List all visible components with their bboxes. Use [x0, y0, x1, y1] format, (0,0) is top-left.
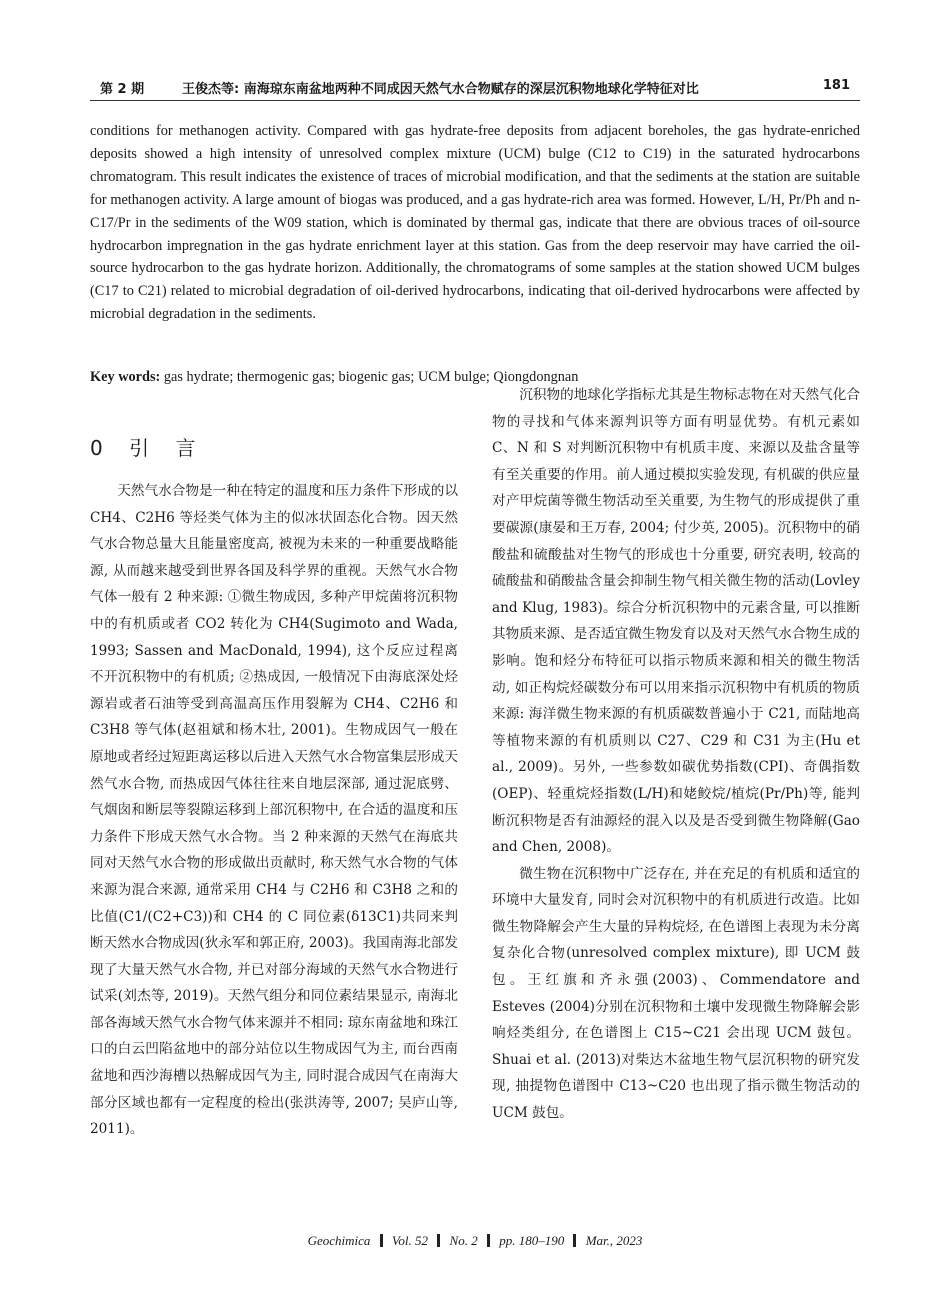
abstract-text: conditions for methanogen activity. Compared with gas hydrate-free deposits from adjacent boreholes, the gas hydrate-enriched deposits showed a high intensity of unresolved complex mixture (UCM) bulge (C12 to C19) in the saturated hydrocarbons chromatogram. This result indicates the existence of traces of microbial modification, and that the sediments at the station are suitable for methanogen activity. A large amount of biogas was produced, and a gas hydrate-rich area was formed. However, L/H, Pr/Ph and n-C17/Pr in the sediments of the W09 station, which is dominated by thermal gas, indicate that there are obvious traces of oil-source hydrocarbon impregnation in the gas hydrate enrichment layer at this station. Gas from the deep reservoir may have carried the oil-source hydrocarbon to the gas hydrate horizon. Additionally, the chromatograms of some samples at the station showed UCM bulges (C17 to C21) related to microbial degradation of oil-derived hydrocarbons, indicating that oil-derived hydrocarbons were affected by microbial degradation in the sediments. [90, 123, 860, 323]
running-header [90, 78, 860, 100]
separator-bar [437, 1234, 440, 1247]
header-rule [90, 100, 860, 101]
separator-bar [573, 1234, 576, 1247]
issue-number: 第 2 期 [100, 82, 145, 97]
journal-volume: Vol. 52 [391, 1233, 429, 1248]
journal-date: Mar., 2023 [585, 1233, 643, 1248]
separator-bar [487, 1234, 490, 1247]
journal-footer [0, 1233, 950, 1249]
paragraph: 天然气水合物是一种在特定的温度和压力条件下形成的以 CH4、C2H6 等烃类气体为主的似冰状固态化合物。因天然气水合物总量大且能量密度高, 被视为未来的一种重要战略能源, 从而越来越受到世界各国及科学界的重视。天然气水合物气体一般有 2 种来源: ①微生物成因, 多种产甲烷菌将沉积物中的有机质或者 CO2 转化为 CH4(Sugimoto and Wada, 1993; Sassen and MacDonald, 1994), 这个反应过程离不开沉积物中的有机质; ②热成因, 一般情况下由海底深处烃源岩或者石油等受到高温高压作用裂解为 CH4、C2H6 和 C3H8 等气体(赵祖斌和杨木壮, 2001)。生物成因气一般在原地或者经过短距离运移以后进入天然气水合物富集层形成天然气水合物, 而热成因气体往往来自地层深部, 通过泥底劈、气烟囱和断层等裂隙运移到上部沉积物中, 在合适的温度和压力条件下形成天然气水合物。当 2 种来源的天然气在海底共同对天然气水合物的形成做出贡献时, 称天然气水合物的气体来源为混合来源, 通常采用 CH4 与 C2H6 和 C3H8 之和的比值(C1/(C2+C3))和 CH4 的 C 同位素(δ13C1)共同来判断天然水合物成因(狄永军和郭正府, 2003)。我国南海北部发现了大量天然气水合物, 并已对部分海域的天然气水合物进行试采(刘杰等, 2019)。天然气组分和同位素结果显示, 南海北部各海域天然气水合物气体来源并不相同: 琼东南盆地和珠江口的白云凹陷盆地中的部分站位以生物成因气为主, 而台西南盆地和西沙海槽以热解成因气为主, 同时混合成因气在南海大部分区域也都有一定程度的检出(张洪涛等, 2007; 吴庐山等, 2011)。 [90, 483, 458, 1138]
journal-number: No. 2 [449, 1233, 478, 1248]
right-column [492, 382, 860, 1127]
keywords-text: gas hydrate; thermogenic gas; biogenic gas; UCM bulge; Qiongdongnan [163, 369, 579, 385]
paragraph: 微生物在沉积物中广泛存在, 并在充足的有机质和适宜的环境中大量发育, 同时会对沉积物中的有机质进行改造。比如微生物降解会产生大量的异构烷烃, 在色谱图上表现为未分离复杂化合物(unresolved complex mixture), 即 UCM 鼓包。王红旗和齐永强(2003)、Commendatore and Esteves (2004)分别在沉积物和土壤中发现微生物降解会影响烃类组分, 在色谱图上 C15~C21 会出现 UCM 鼓包。Shuai et al. (2013)对柴达木盆地生物气层沉积物的研究发现, 抽提物色谱图中 C13~C20 也出现了指示微生物活动的 UCM 鼓包。 [492, 865, 860, 1122]
paragraph: 沉积物的地球化学指标尤其是生物标志物在对天然气化合物的寻找和气体来源判识等方面有明显优势。有机元素如 C、N 和 S 对判断沉积物中有机质丰度、来源以及盐含量等有至关重要的作用。前人通过模拟实验发现, 有机碳的供应量对产甲烷菌等微生物活动至关重要, 为生物气的形成提供了重要碳源(康晏和王万春, 2004; 付少英, 2005)。沉积物中的硝酸盐和硫酸盐对生物气的形成也十分重要, 研究表明, 较高的硫酸盐和硝酸盐含量会抑制生物气相关微生物的活动(Lovley and Klug, 1983)。综合分析沉积物中的元素含量, 可以推断其物质来源、是否适宜微生物发育以及对天然气水合物生成的影响。饱和烃分布特征可以指示物质来源和相关的微生物活动, 如正构烷烃碳数分布可以用来指示沉积物中有机质的物质来源: 海洋微生物来源的有机质碳数普遍小于 C21, 而陆地高等植物来源的有机质则以 C27、C29 和 C31 为主(Hu et al., 2009)。另外, 一些参数如碳优势指数(CPI)、奇偶指数(OEP)、轻重烷烃指数(L/H)和姥鲛烷/植烷(Pr/Ph)等, 能判断沉积物是否有油源烃的混入以及是否受到微生物降解(Gao and Chen, 2008)。 [492, 387, 860, 856]
separator-bar [380, 1234, 383, 1247]
section-heading: 0 引 言 [90, 436, 206, 460]
abstract [90, 120, 860, 326]
journal-name: Geochimica [307, 1233, 371, 1248]
keywords-label: Key words: [90, 369, 161, 385]
page-number: 181 [822, 78, 850, 93]
running-title: 王俊杰等: 南海琼东南盆地两种不同成因天然气水合物赋存的深层沉积物地球化学特征对比 [182, 82, 699, 97]
journal-pages: pp. 180–190 [499, 1233, 565, 1248]
left-column [90, 478, 458, 1143]
